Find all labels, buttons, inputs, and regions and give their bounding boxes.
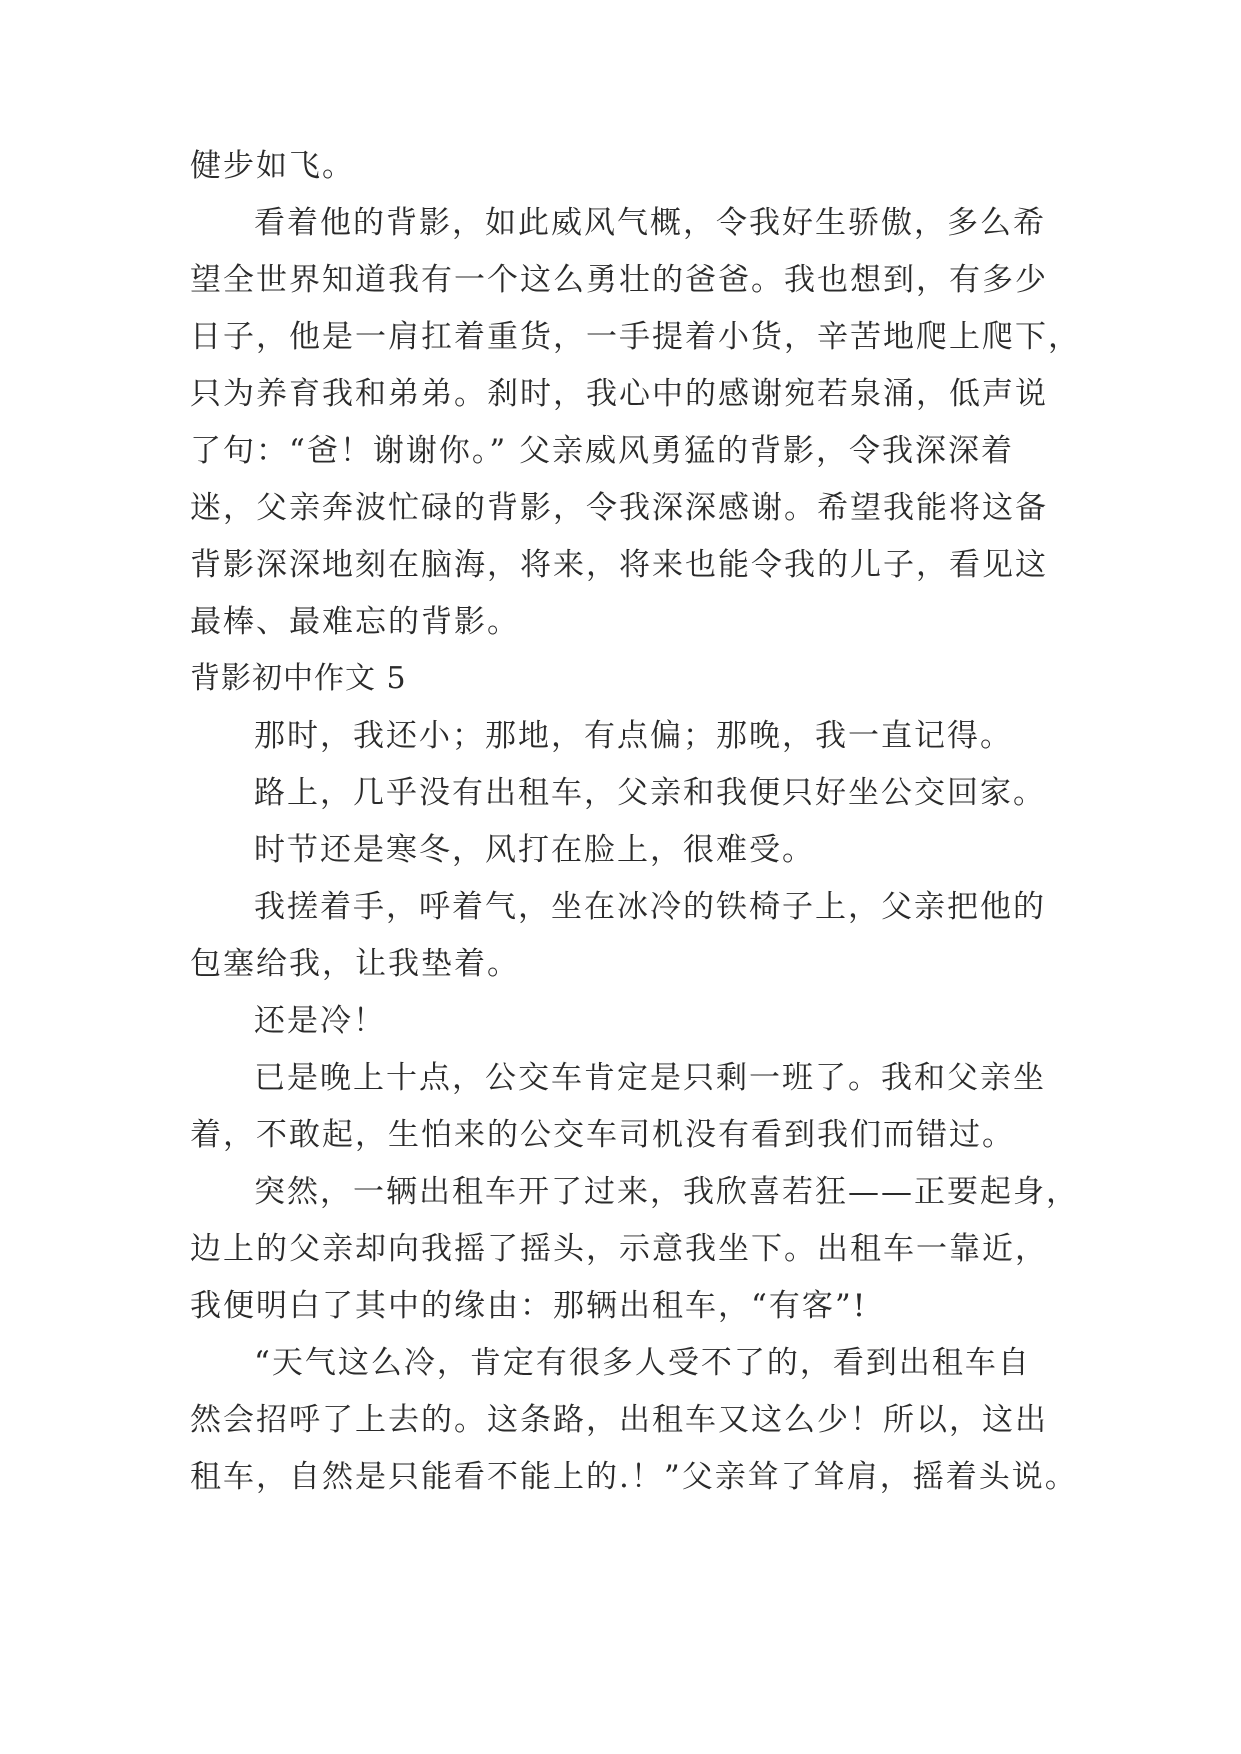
text-line: 了句：“爸！谢谢你。” 父亲威风勇猛的背影，令我深深着	[190, 433, 1015, 469]
text-line: 边上的父亲却向我摇了摇头，示意我坐下。出租车一靠近，	[190, 1231, 1048, 1267]
text-line: 然会招呼了上去的。这条路，出租车又这么少！所以，这出	[190, 1402, 1048, 1438]
text-line: 着，不敢起，生怕来的公交车司机没有看到我们而错过。	[190, 1117, 1015, 1153]
text-line: 租车，自然是只能看不能上的.！”父亲耸了耸肩，摇着头说。	[190, 1459, 1078, 1495]
paragraph-start-line: 那时，我还小；那地，有点偏；那晚，我一直记得。	[254, 718, 1013, 754]
text-line: 迷，父亲奔波忙碌的背影，令我深深感谢。希望我能将这备	[190, 490, 1048, 526]
text-line: 日子，他是一肩扛着重货，一手提着小货，辛苦地爬上爬下，	[190, 319, 1081, 355]
paragraph-start-line: 时节还是寒冬，风打在脸上，很难受。	[254, 832, 815, 868]
text-line: 我便明白了其中的缘由：那辆出租车，“有客”!	[190, 1288, 868, 1324]
text-line: 只为养育我和弟弟。刹时，我心中的感谢宛若泉涌，低声说	[190, 376, 1048, 412]
text-line: 背影深深地刻在脑海，将来，将来也能令我的儿子，看见这	[190, 547, 1048, 583]
paragraph-start-line: 突然，一辆出租车开了过来，我欣喜若狂——正要起身，	[254, 1174, 1079, 1210]
text-line: 包塞给我，让我垫着。	[190, 946, 520, 982]
paragraph-start-line: 已是晚上十点，公交车肯定是只剩一班了。我和父亲坐	[254, 1060, 1046, 1096]
text-line: 健步如飞。	[190, 148, 355, 184]
paragraph-start-line: 还是冷！	[254, 1003, 386, 1039]
paragraph-start-line: 看着他的背影，如此威风气概，令我好生骄傲，多么希	[254, 205, 1046, 241]
text-line: 望全世界知道我有一个这么勇壮的爸爸。我也想到，有多少	[190, 262, 1048, 298]
section-heading: 背影初中作文 5	[190, 661, 407, 696]
text-line: 最棒、最难忘的背影。	[190, 604, 520, 640]
paragraph-start-line: “天气这么冷，肯定有很多人受不了的，看到出租车自	[254, 1345, 1031, 1381]
paragraph-start-line: 我搓着手，呼着气，坐在冰冷的铁椅子上，父亲把他的	[254, 889, 1046, 925]
paragraph-start-line: 路上，几乎没有出租车，父亲和我便只好坐公交回家。	[254, 775, 1046, 811]
